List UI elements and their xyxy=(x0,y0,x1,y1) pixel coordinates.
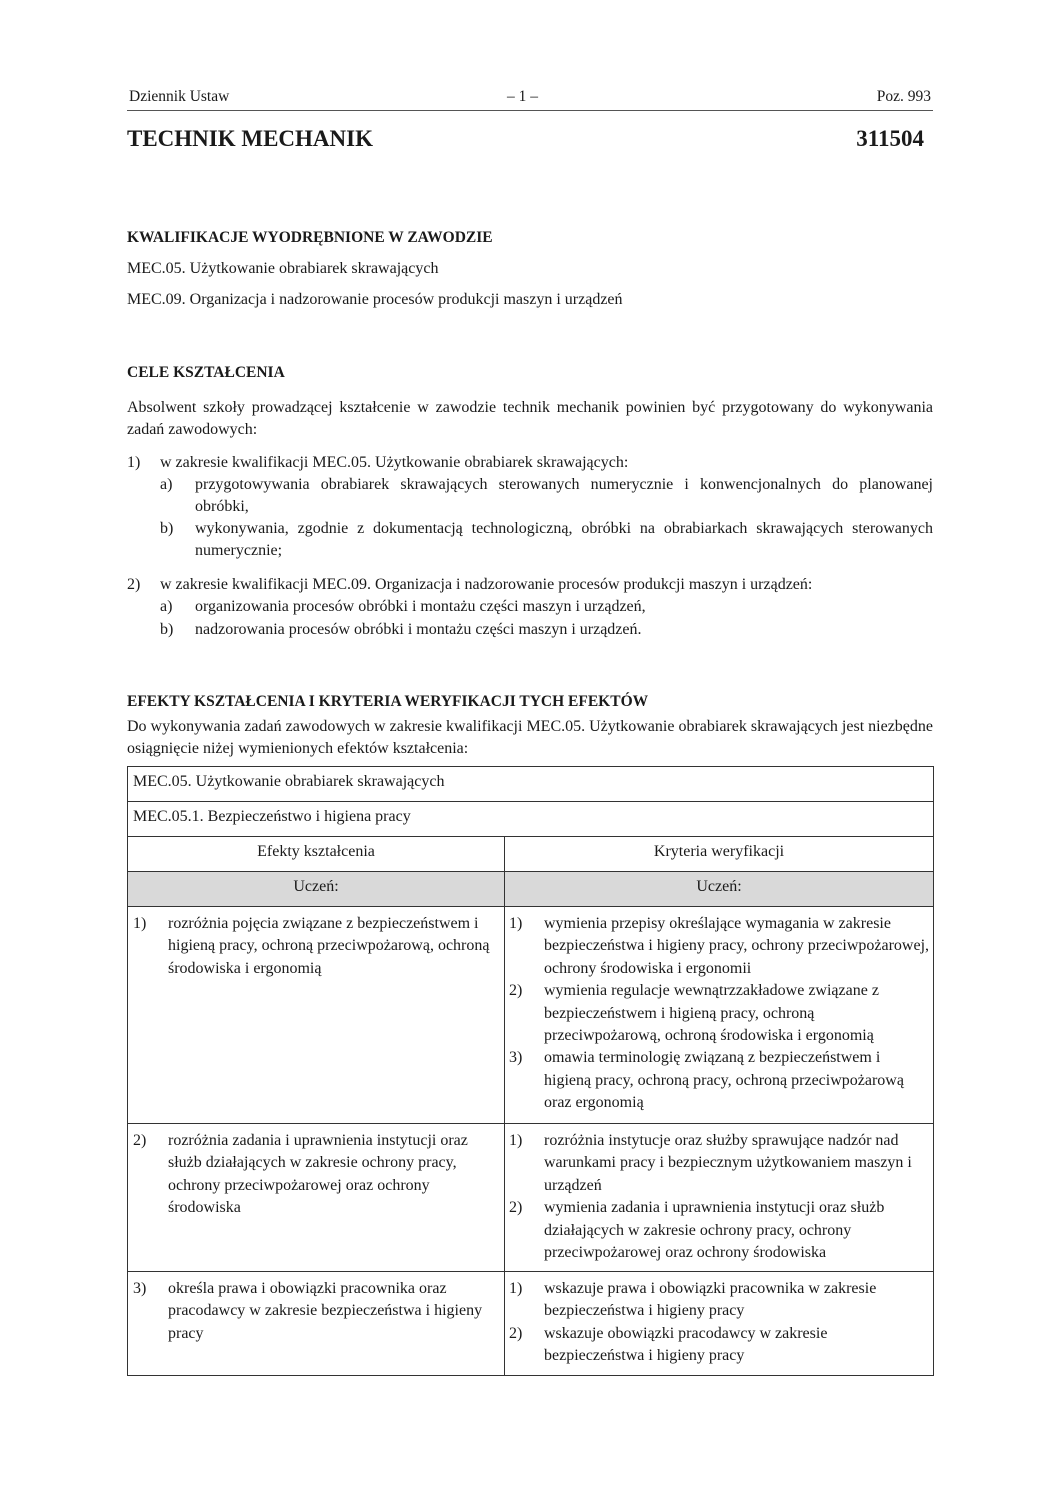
qualification-item: MEC.05. Użytkowanie obrabiarek skrawających xyxy=(127,260,439,277)
criterion-number: 1) xyxy=(509,915,523,932)
column-header-criteria: Kryteria weryfikacji xyxy=(505,837,934,872)
goal-subitem-letter: a) xyxy=(160,476,173,493)
table-row xyxy=(128,1272,934,1376)
student-row xyxy=(128,872,934,907)
qualification-cell: MEC.05. Użytkowanie obrabiarek skrawających xyxy=(128,767,934,802)
goal-subitem-letter: b) xyxy=(160,621,174,638)
criteria-cell xyxy=(505,1124,934,1272)
goals-intro: Absolwent szkoły prowadzącej kształcenie w zawodzie technik mechanik powinien być przygotowany do wykonywania zadań zawodowych: xyxy=(127,399,933,438)
effect-number: 3) xyxy=(133,1280,147,1297)
criterion-item xyxy=(509,1323,931,1368)
unit-row xyxy=(128,802,934,837)
running-header xyxy=(127,88,933,111)
effect-number: 2) xyxy=(133,1132,147,1149)
outcomes-table xyxy=(127,766,934,1376)
goal-item-number: 2) xyxy=(127,576,141,593)
effect-text: określa prawa i obowiązki pracownika oraz pracodawcy w zakresie bezpieczeństwa i higieny pracy xyxy=(168,1280,483,1342)
effect-cell xyxy=(128,907,505,1124)
goal-subitem-letter: a) xyxy=(160,598,173,615)
effect-number: 1) xyxy=(133,915,147,932)
effect-item xyxy=(133,913,502,980)
goal-subitem-letter: b) xyxy=(160,520,174,537)
occupation-title: TECHNIK MECHANIK xyxy=(127,126,373,151)
student-label-left: Uczeń: xyxy=(128,872,505,907)
criterion-number: 2) xyxy=(509,1324,523,1342)
effect-item xyxy=(133,1130,502,1220)
goal-subitem-text: przygotowywania obrabiarek skrawających sterowanych numerycznie i konwencjonalnych do planowanej obróbki, xyxy=(195,476,933,515)
criterion-number: 2) xyxy=(509,982,523,1000)
qualification-item: MEC.09. Organizacja i nadzorowanie procesów produkcji maszyn i urządzeń xyxy=(127,291,623,308)
occupation-title-row xyxy=(127,126,924,152)
criterion-item xyxy=(509,1278,931,1323)
outcomes-intro: Do wykonywania zadań zawodowych w zakresie kwalifikacji MEC.05. Użytkowanie obrabiarek skrawających jest niezbędne osiągnięcie niżej wymienionych efektów kształcenia: xyxy=(127,718,933,757)
unit-cell: MEC.05.1. Bezpieczeństwo i higiena pracy xyxy=(128,802,934,837)
criteria-cell xyxy=(505,907,934,1124)
criterion-item xyxy=(509,1130,931,1197)
criterion-number: 1) xyxy=(509,1132,523,1149)
criterion-item xyxy=(509,913,931,980)
goal-item-number: 1) xyxy=(127,454,141,471)
goals-heading: CELE KSZTAŁCENIA xyxy=(127,364,285,381)
criterion-text: wymienia regulacje wewnątrzzakładowe związane z bezpieczeństwem i higieną pracy, ochroną przeciwpożarową, ochroną środowiska i ergonomią xyxy=(544,982,879,1045)
criterion-text: rozróżnia instytucje oraz służby sprawujące nadzór nad warunkami pracy i bezpiecznym użytkowaniem maszyn i urządzeń xyxy=(544,1132,912,1194)
column-header-row xyxy=(128,837,934,872)
position-number: Poz. 993 xyxy=(876,88,931,105)
qualification-row xyxy=(128,767,934,802)
criteria-cell xyxy=(505,1272,934,1376)
goal-subitem-text: wykonywania, zgodnie z dokumentacją technologiczną, obróbki na obrabiarkach skrawających sterowanych numerycznie; xyxy=(195,520,933,559)
column-header-effects: Efekty kształcenia xyxy=(128,837,505,872)
goal-item-text: w zakresie kwalifikacji MEC.05. Użytkowanie obrabiarek skrawających: xyxy=(160,454,629,471)
goal-subitem-text: organizowania procesów obróbki i montażu części maszyn i urządzeń, xyxy=(195,598,646,615)
criterion-text: wymienia zadania i uprawnienia instytucji oraz służb działających w zakresie ochrony pracy, ochrony przeciwpożarowej oraz ochrony środowiska xyxy=(544,1199,885,1262)
table-row xyxy=(128,1124,934,1272)
table-row xyxy=(128,907,934,1124)
criterion-text: omawia terminologię związaną z bezpieczeństwem i higieną pracy, ochroną pracy, ochroną przeciwpożarową oraz ergonomią xyxy=(544,1049,904,1112)
criterion-item xyxy=(509,1197,931,1264)
student-label-right: Uczeń: xyxy=(505,872,934,907)
effect-text: rozróżnia zadania i uprawnienia instytucji oraz służb działających w zakresie ochrony pracy, ochrony przeciwpożarowej oraz ochrony środowiska xyxy=(168,1132,468,1217)
effect-cell xyxy=(128,1124,505,1272)
outcomes-heading: EFEKTY KSZTAŁCENIA I KRYTERIA WERYFIKACJI TYCH EFEKTÓW xyxy=(127,693,649,710)
criterion-text: wskazuje prawa i obowiązki pracownika w zakresie bezpieczeństwa i higieny pracy xyxy=(544,1280,877,1320)
occupation-code: 311504 xyxy=(856,126,924,151)
effect-cell xyxy=(128,1272,505,1376)
criterion-number: 3) xyxy=(509,1049,523,1067)
criterion-item xyxy=(509,980,931,1047)
goal-item-text: w zakresie kwalifikacji MEC.09. Organizacja i nadzorowanie procesów produkcji maszyn i urządzeń: xyxy=(160,576,813,593)
qualifications-heading: KWALIFIKACJE WYODRĘBNIONE W ZAWODZIE xyxy=(127,229,493,246)
effect-text: rozróżnia pojęcia związane z bezpieczeństwem i higieną pracy, ochroną przeciwpożarową, ochroną środowiska i ergonomią xyxy=(168,915,490,977)
criterion-number: 2) xyxy=(509,1199,523,1217)
goal-subitem-text: nadzorowania procesów obróbki i montażu części maszyn i urządzeń. xyxy=(195,621,642,638)
page-number: – 1 – xyxy=(507,88,538,105)
journal-name: Dziennik Ustaw xyxy=(129,88,230,105)
criterion-number: 1) xyxy=(509,1280,523,1297)
criterion-text: wymienia przepisy określające wymagania w zakresie bezpieczeństwa i higieny pracy, ochrony przeciwpożarowej, ochrony środowiska i ergonomii xyxy=(544,915,930,977)
criterion-item xyxy=(509,1047,931,1114)
effect-item xyxy=(133,1278,502,1345)
criterion-text: wskazuje obowiązki pracodawcy w zakresie bezpieczeństwa i higieny pracy xyxy=(544,1324,828,1365)
